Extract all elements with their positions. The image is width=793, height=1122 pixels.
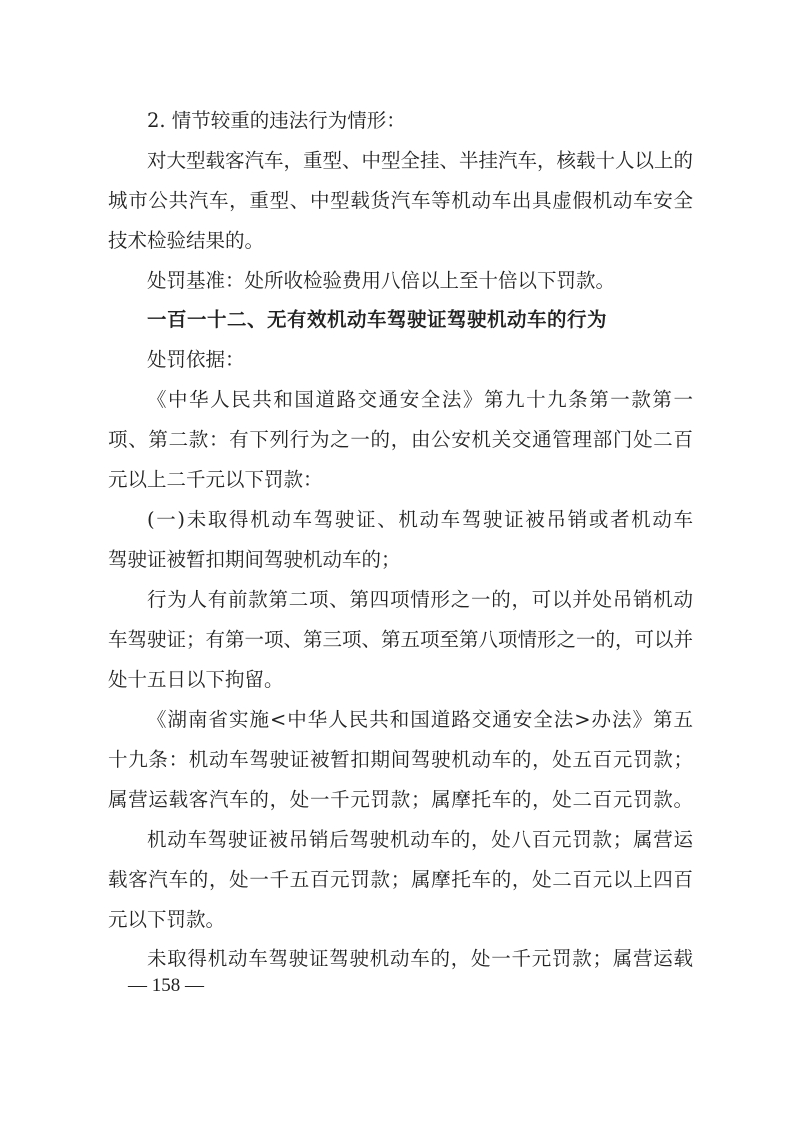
subsection-heading: 2. 情节较重的违法行为情形：	[147, 109, 406, 132]
section-heading: 一百一十二、无有效机动车驾驶证驾驶机动车的行为	[147, 308, 608, 331]
paragraph-line: 技术检验结果的。	[108, 229, 265, 252]
paragraph-line: 处罚依据：	[147, 348, 245, 371]
paragraph-line: 《湖南省实施<中华人民共和国道路交通安全法>办法》第五	[147, 708, 693, 731]
paragraph-line: 处罚基准：处所收检验费用八倍以上至十倍以下罚款。	[147, 269, 616, 292]
paragraph-line: 城市公共汽车，重型、中型载货汽车等机动车出具虚假机动车安全	[108, 189, 693, 212]
paragraph-line: 项、第二款：有下列行为之一的，由公安机关交通管理部门处二百	[108, 428, 693, 451]
paragraph-line: (一)未取得机动车驾驶证、机动车驾驶证被吊销或者机动车	[147, 508, 693, 531]
paragraph-line: 属营运载客汽车的，处一千元罚款；属摩托车的，处二百元罚款。	[108, 788, 693, 811]
paragraph-line: 《中华人民共和国道路交通安全法》第九十九条第一款第一	[147, 388, 693, 411]
paragraph-line: 处十五日以下拘留。	[108, 668, 284, 691]
paragraph-line: 车驾驶证；有第一项、第三项、第五项至第八项情形之一的，可以并	[108, 628, 693, 651]
page-number: — 158 —	[128, 975, 204, 996]
paragraph-line: 驾驶证被暂扣期间驾驶机动车的；	[108, 548, 401, 571]
paragraph-line: 机动车驾驶证被吊销后驾驶机动车的，处八百元罚款；属营运	[147, 828, 693, 851]
paragraph-line: 元以上二千元以下罚款：	[108, 468, 323, 491]
paragraph-line: 行为人有前款第二项、第四项情形之一的，可以并处吊销机动	[147, 588, 693, 611]
paragraph-line: 未取得机动车驾驶证驾驶机动车的，处一千元罚款；属营运载	[147, 947, 693, 970]
paragraph-line: 十九条：机动车驾驶证被暂扣期间驾驶机动车的，处五百元罚款；	[108, 748, 693, 771]
paragraph-line: 对大型载客汽车，重型、中型全挂、半挂汽车，核载十人以上的	[147, 149, 693, 172]
paragraph-line: 载客汽车的，处一千五百元罚款；属摩托车的，处二百元以上四百	[108, 868, 693, 891]
paragraph-line: 元以下罚款。	[108, 908, 226, 931]
